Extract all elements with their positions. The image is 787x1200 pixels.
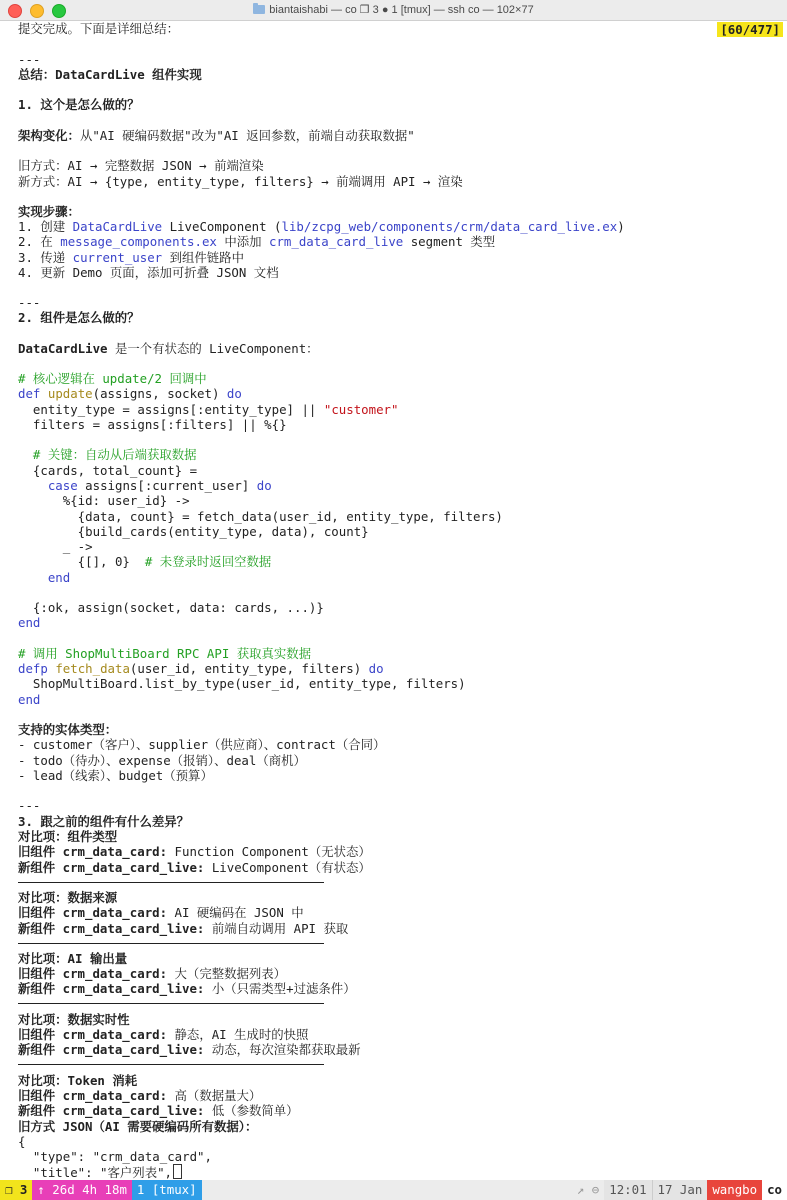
divider [18, 943, 324, 944]
window-titlebar [0, 0, 787, 21]
value: Function Component（无状态） [167, 844, 371, 859]
step-item [18, 250, 244, 265]
keyword: defp [18, 661, 48, 676]
code-line [18, 661, 384, 676]
keyword: do [226, 386, 242, 401]
step-item [18, 219, 625, 234]
json-line: { [18, 1134, 26, 1149]
value: 静态，AI 生成时的快照 [167, 1027, 309, 1042]
code-line: ShopMultiBoard.list_by_type(user_id, entity_type, filters) [18, 676, 466, 691]
code-line: filters = assigns[:filters] || %{} [18, 417, 287, 432]
value: 动态，每次渲染都获取最新 [204, 1042, 361, 1057]
code-line [18, 554, 271, 569]
separator-text: --- [18, 295, 41, 310]
text-line [18, 341, 319, 356]
code-line [18, 402, 398, 417]
entity-types-heading: 支持的实体类型： [18, 722, 118, 737]
code-line: {cards, total_count} = [18, 463, 198, 478]
list-item: - todo（待办）、expense（报销）、deal（商机） [18, 753, 306, 768]
string-literal: "customer" [323, 402, 399, 417]
label: 新组件 crm_data_card_live: [18, 1042, 205, 1057]
text: segment 类型 [403, 234, 496, 249]
code: assigns[:current_user] [77, 478, 257, 493]
value: 低（参数简单） [204, 1103, 299, 1118]
code-ref: current_user [72, 250, 163, 265]
text: 3. 传递 [18, 250, 73, 265]
label: 新组件 crm_data_card_live: [18, 921, 205, 936]
keyword: do [256, 478, 272, 493]
json-line: "type": "crm_data_card", [18, 1149, 212, 1164]
text: 到组件链路中 [162, 250, 244, 265]
separator-text: --- [18, 798, 41, 813]
tmux-window-tab[interactable]: 1 [tmux] [132, 1180, 202, 1200]
section-heading: 3. 跟之前的组件有什么差异？ [18, 814, 190, 829]
text-line: 新方式：AI → {type, entity_type, filters} → 前端调用 API → 渲染 [18, 174, 463, 189]
session-indicator[interactable]: ❐ 3 [0, 1180, 32, 1200]
label: 旧组件 crm_data_card: [18, 966, 168, 981]
compare-item-label: 对比项：组件类型 [18, 829, 118, 844]
hostname: co [762, 1180, 787, 1200]
compare-new [18, 860, 371, 875]
section-heading: 2. 组件是怎么做的？ [18, 310, 140, 325]
json-line [18, 1164, 182, 1179]
code-ref: message_components.ex [60, 234, 217, 249]
compare-item-label: 对比项：Token 消耗 [18, 1073, 138, 1088]
value: 高（数据量大） [167, 1088, 262, 1103]
scroll-position-indicator: [60/477] [717, 22, 783, 37]
compare-old [18, 1027, 308, 1042]
json-text: "title": "客户列表", [18, 1165, 172, 1180]
text-line: 提交完成。下面是详细总结： [18, 21, 180, 36]
value: 前端自动调用 API 获取 [204, 921, 349, 936]
compare-old [18, 1088, 261, 1103]
label: 新组件 crm_data_card_live: [18, 981, 205, 996]
uptime-indicator: ↑ 26d 4h 18m [32, 1180, 132, 1200]
window-title-area [0, 3, 787, 16]
compare-item-label: 对比项：数据实时性 [18, 1012, 130, 1027]
code: entity_type = assigns[:entity_type] || [18, 402, 324, 417]
status-icons: ↗ ⊖ [572, 1180, 604, 1200]
code-ref: DataCardLive [72, 219, 163, 234]
list-item: - customer（客户）、supplier（供应商）、contract（合同） [18, 737, 386, 752]
compare-new [18, 981, 356, 996]
divider [18, 882, 324, 883]
text: 2. 在 [18, 234, 61, 249]
json-heading: 旧方式 JSON（AI 需要硬编码所有数据）： [18, 1119, 258, 1134]
code-line: _ -> [18, 539, 93, 554]
divider [18, 1003, 324, 1004]
code-line: {build_cards(entity_type, data), count} [18, 524, 369, 539]
label: 旧组件 crm_data_card: [18, 1027, 168, 1042]
date: 17 Jan [652, 1180, 708, 1200]
text: 1. 创建 [18, 219, 73, 234]
code-line: end [18, 692, 41, 707]
code-line: end [18, 570, 71, 585]
steps-heading: 实现步骤： [18, 204, 80, 219]
code-line: end [18, 615, 41, 630]
code: (user_id, entity_type, filters) [129, 661, 369, 676]
compare-old [18, 905, 304, 920]
code-line: {:ok, assign(socket, data: cards, ...)} [18, 600, 324, 615]
separator-text: --- [18, 52, 41, 67]
keyword: case [18, 478, 78, 493]
step-item: 4. 更新 Demo 页面，添加可折叠 JSON 文档 [18, 265, 279, 280]
function-name: update [47, 386, 93, 401]
label: 新组件 crm_data_card_live: [18, 860, 205, 875]
compare-old [18, 844, 371, 859]
text: 从"AI 硬编码数据"改为"AI 返回参数，前端自动获取数据" [79, 128, 415, 143]
tmux-status-bar [0, 1180, 787, 1200]
code-comment: # 核心逻辑在 update/2 回调中 [18, 371, 207, 386]
label: 旧组件 crm_data_card: [18, 844, 168, 859]
text: LiveComponent ( [162, 219, 282, 234]
keyword: do [368, 661, 384, 676]
step-item [18, 234, 495, 249]
code-line: %{id: user_id} -> [18, 493, 190, 508]
text: ) [617, 219, 625, 234]
compare-new [18, 1042, 361, 1057]
window-title: biantaishabi — co ❐ 3 ● 1 [tmux] — ssh co — 102×77 [269, 4, 534, 16]
code: {[], 0} [18, 554, 145, 569]
code-line: {data, count} = fetch_data(user_id, entity_type, filters) [18, 509, 503, 524]
value: 小（只需类型+过滤条件） [204, 981, 356, 996]
terminal-cursor [173, 1164, 182, 1179]
divider [18, 1064, 324, 1065]
code-line [18, 478, 272, 493]
label: 架构变化： [18, 128, 80, 143]
value: 大（完整数据列表） [167, 966, 287, 981]
text: 中添加 [216, 234, 269, 249]
folder-icon [253, 5, 265, 14]
status-spacer [202, 1180, 572, 1200]
compare-item-label: 对比项：AI 输出量 [18, 951, 128, 966]
code-comment: # 未登录时返回空数据 [144, 554, 272, 569]
component-name: DataCardLive [18, 341, 108, 356]
label: 旧组件 crm_data_card: [18, 905, 168, 920]
value: LiveComponent（有状态） [204, 860, 371, 875]
clock: 12:01 [604, 1180, 651, 1200]
label: 新组件 crm_data_card_live: [18, 1103, 205, 1118]
section-heading: 1. 这个是怎么做的？ [18, 97, 140, 112]
compare-item-label: 对比项：数据来源 [18, 890, 118, 905]
list-item: - lead（线索）、budget（预算） [18, 768, 213, 783]
code-ref: crm_data_card_live [268, 234, 404, 249]
terminal-pane[interactable] [0, 20, 787, 1180]
text: 是一个有状态的 LiveComponent： [107, 341, 319, 356]
keyword: def [18, 386, 41, 401]
text-line [18, 128, 415, 143]
label: 旧组件 crm_data_card: [18, 1088, 168, 1103]
compare-new [18, 921, 348, 936]
code: (assigns, socket) [92, 386, 227, 401]
summary-title: 总结：DataCardLive 组件实现 [18, 67, 202, 82]
text-line: 旧方式：AI → 完整数据 JSON → 前端渲染 [18, 158, 264, 173]
value: AI 硬编码在 JSON 中 [167, 905, 304, 920]
function-name: fetch_data [55, 661, 130, 676]
file-path: lib/zcpg_web/components/crm/data_card_live.ex [281, 219, 618, 234]
compare-new [18, 1103, 299, 1118]
compare-old [18, 966, 286, 981]
code-comment: # 调用 ShopMultiBoard RPC API 获取真实数据 [18, 646, 312, 661]
username: wangbo [707, 1180, 762, 1200]
code-line [18, 386, 242, 401]
code-comment: # 关键：自动从后端获取数据 [18, 447, 197, 462]
